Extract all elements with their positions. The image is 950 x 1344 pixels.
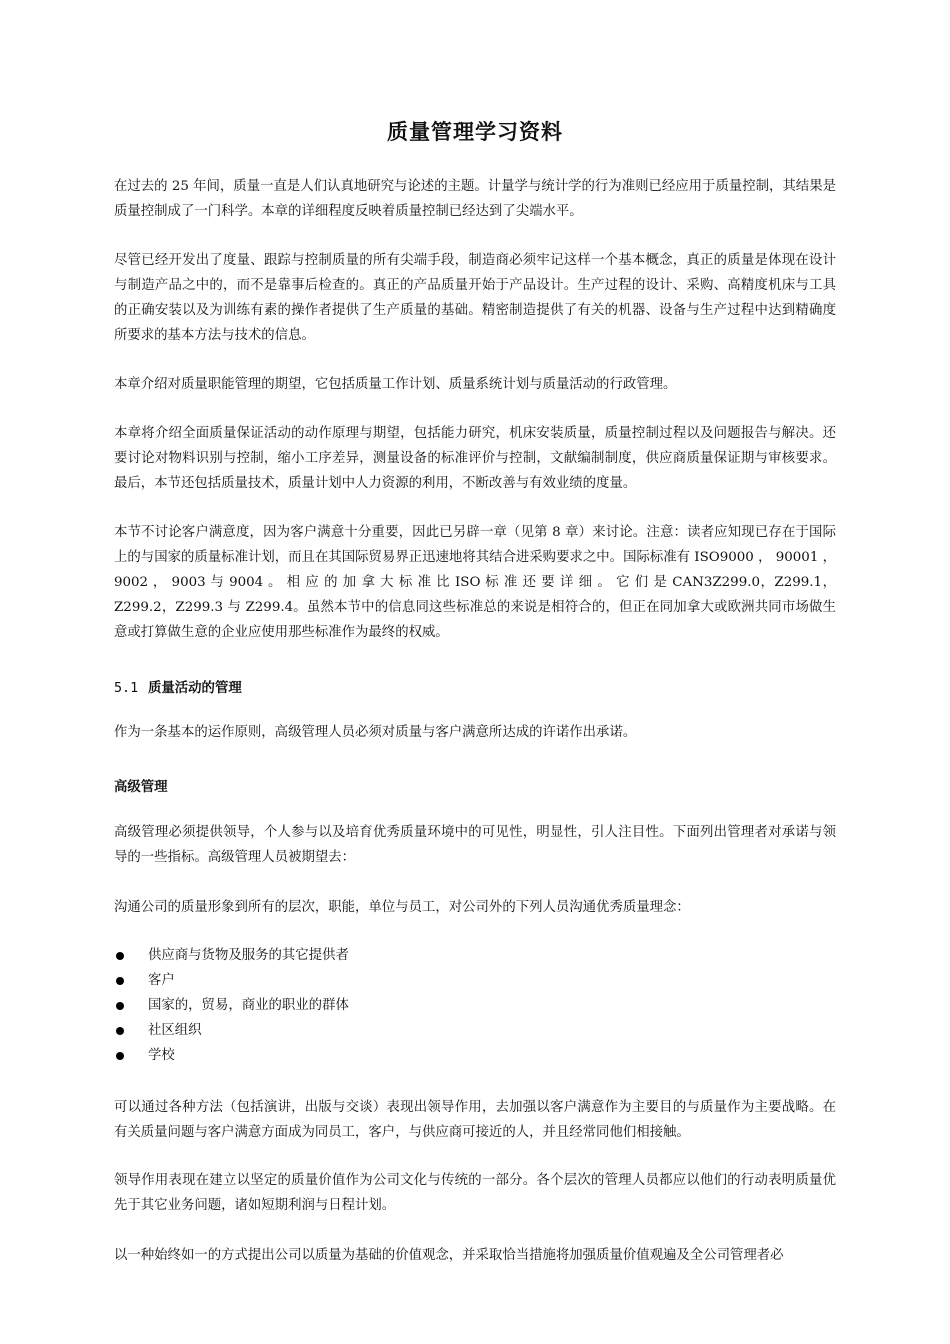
subheading-senior-management: 高级管理 [114,780,168,795]
document-title: 质量管理学习资料 [387,120,563,144]
senior-management-paragraph-4: 领导作用表现在建立以坚定的质量价值作为公司文化与传统的一部分。各个层次的管理人员都应以他们的行动表明质量优先于其它业务问题，诸如短期利润与日程计划。 [114,1173,836,1213]
paragraph-2: 尽管已经开发出了度量、跟踪与控制质量的所有尖端手段，制造商必须牢记这样一个基本概念，真正的质量是体现在设计与制造产品之中的，而不是靠事后检查的。真正的产品质量开始于产品设计。生产过程的设计、采购、高精度机床与工具的正确安装以及为训练有素的操作者提供了生产质量的基础。精密制造提供了有关的机器、设备与生产过程中达到精确度所要求的基本方法与技术的信息。 [114,253,836,343]
bullet-list [114,943,349,1068]
list-item: 供应商与货物及服务的其它提供者 [114,943,349,968]
list-item: 社区组织 [114,1018,349,1043]
section-heading-5-1 [114,676,242,701]
bullet-icon [116,952,124,960]
senior-management-paragraph-2: 沟通公司的质量形象到所有的层次，职能，单位与员工，对公司外的下列人员沟通优秀质量理念： [114,900,690,915]
paragraph-1: 在过去的 25 年间，质量一直是人们认真地研究与论述的主题。计量学与统计学的行为准则已经应用于质量控制，其结果是质量控制成了一门科学。本章的详细程度反映着质量控制已经达到了尖端水平。 [114,179,836,219]
section-title: 质量活动的管理 [148,681,242,696]
bullet-icon [116,1027,124,1035]
list-item: 国家的，贸易，商业的职业的群体 [114,993,349,1018]
section-intro: 作为一条基本的运作原则，高级管理人员必须对质量与客户满意所达成的许诺作出承诺。 [114,725,637,740]
bullet-icon [116,1002,124,1010]
bullet-icon [116,1052,124,1060]
list-item: 客户 [114,968,349,993]
paragraph-4: 本章将介绍全面质量保证活动的动作原理与期望，包括能力研究，机床安装质量，质量控制过程以及问题报告与解决。还要讨论对物料识别与控制，缩小工序差异，测量设备的标准评价与控制，文献编制制度，供应商质量保证期与审核要求。最后，本节还包括质量技术，质量计划中人力资源的利用，不断改善与有效业绩的度量。 [114,426,836,491]
bullet-icon [116,977,124,985]
paragraph-5: 本节不讨论客户满意度，因为客户满意十分重要，因此已另辟一章（见第 8 章）来讨论。注意：读者应知现已存在于国际上的与国家的质量标准计划，而且在其国际贸易界正迅速地将其结合进采购要求之中。国际标准有 ISO9000 ， 90001 ， 9002 ， 9003 与 9004 。 相 应 的 加 拿 大 标 准 比 ISO 标 准 还 要 详 细 。 它 们 是 CAN3Z299.0，Z299.1，Z299.2，Z299.3 与 Z299.4。虽然本节中的信息同这些标准总的来说是相符合的，但正在同加拿大或欧洲共同市场做生意或打算做生意的企业应使用那些标准作为最终的权威。 [114,525,836,640]
section-number: 5.1 [114,681,139,696]
list-item: 学校 [114,1043,349,1068]
senior-management-paragraph-3: 可以通过各种方法（包括演讲，出版与交谈）表现出领导作用，去加强以客户满意作为主要目的与质量作为主要战略。在有关质量问题与客户满意方面成为同员工，客户，与供应商可接近的人，并且经常同他们相接触。 [114,1100,836,1140]
senior-management-paragraph-1: 高级管理必须提供领导，个人参与以及培育优秀质量环境中的可见性，明显性，引人注目性。下面列出管理者对承诺与领导的一些指标。高级管理人员被期望去： [114,825,836,865]
paragraph-3: 本章介绍对质量职能管理的期望，它包括质量工作计划、质量系统计划与质量活动的行政管理。 [114,377,677,392]
senior-management-paragraph-5: 以一种始终如一的方式提出公司以质量为基础的价值观念，并采取恰当措施将加强质量价值观遍及全公司管理者必 [114,1248,784,1263]
